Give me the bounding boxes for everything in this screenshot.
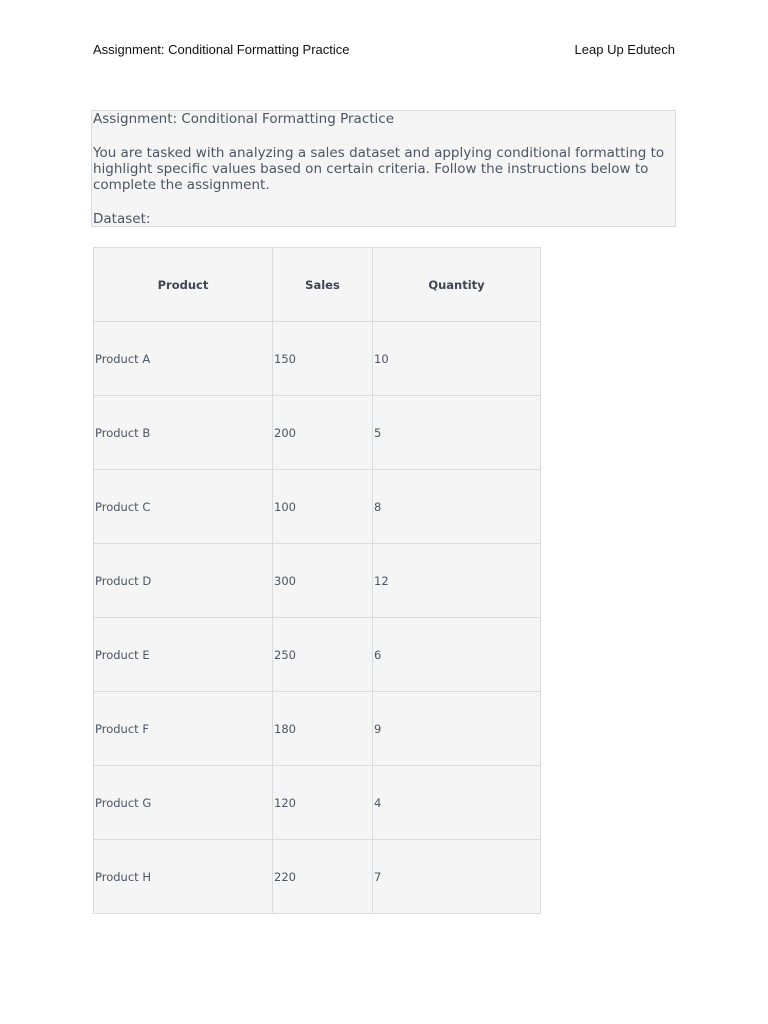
sales-cell: 220	[273, 840, 373, 914]
product-cell: Product C	[94, 470, 273, 544]
quantity-cell: 8	[373, 470, 541, 544]
table-row	[94, 470, 541, 544]
table-row	[94, 544, 541, 618]
dataset-label: Dataset:	[93, 211, 151, 227]
product-cell: Product G	[94, 766, 273, 840]
sales-cell: 150	[273, 322, 373, 396]
column-header-quantity: Quantity	[373, 248, 541, 322]
quantity-cell: 9	[373, 692, 541, 766]
product-cell: Product E	[94, 618, 273, 692]
header-organization: Leap Up Edutech	[574, 42, 675, 57]
quantity-cell: 5	[373, 396, 541, 470]
product-cell: Product F	[94, 692, 273, 766]
assignment-description: You are tasked with analyzing a sales dataset and applying conditional formatting to highlight specific values based on certain criteria. Follow the instructions below to complete the assignment.	[93, 145, 665, 193]
quantity-cell: 10	[373, 322, 541, 396]
product-cell: Product D	[94, 544, 273, 618]
quantity-cell: 4	[373, 766, 541, 840]
table-row	[94, 840, 541, 914]
product-cell: Product H	[94, 840, 273, 914]
product-cell: Product A	[94, 322, 273, 396]
table-row	[94, 618, 541, 692]
sales-cell: 180	[273, 692, 373, 766]
sales-cell: 200	[273, 396, 373, 470]
table-row	[94, 692, 541, 766]
sales-cell: 300	[273, 544, 373, 618]
sales-cell: 100	[273, 470, 373, 544]
table-row	[94, 322, 541, 396]
sales-cell: 120	[273, 766, 373, 840]
column-header-product: Product	[94, 248, 273, 322]
column-header-sales: Sales	[273, 248, 373, 322]
product-cell: Product B	[94, 396, 273, 470]
assignment-title: Assignment: Conditional Formatting Practice	[93, 111, 395, 127]
intro-box	[91, 110, 676, 227]
header-title: Assignment: Conditional Formatting Practice	[93, 42, 350, 57]
table-header-row	[94, 248, 541, 322]
table-row	[94, 396, 541, 470]
page-header	[93, 42, 675, 60]
quantity-cell: 12	[373, 544, 541, 618]
sales-cell: 250	[273, 618, 373, 692]
sales-table	[93, 247, 541, 914]
quantity-cell: 6	[373, 618, 541, 692]
quantity-cell: 7	[373, 840, 541, 914]
table-row	[94, 766, 541, 840]
